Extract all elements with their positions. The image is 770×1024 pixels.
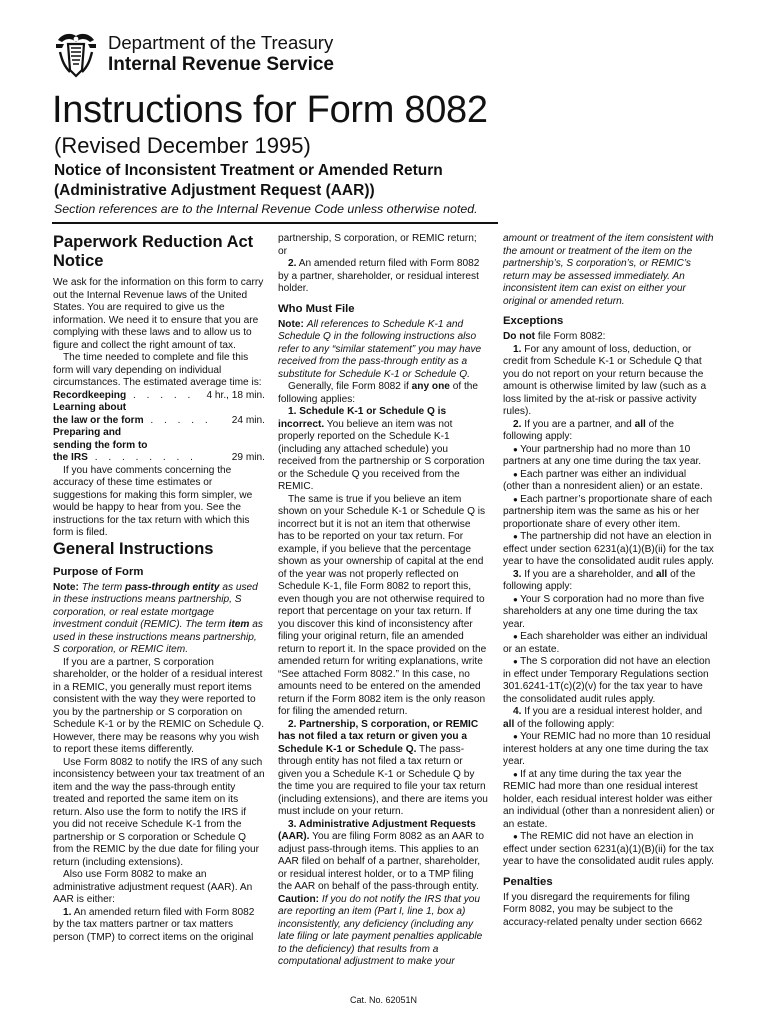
text-run: Generally, file Form 8082 if	[288, 381, 412, 392]
paragraph	[503, 331, 715, 344]
text-run: The REMIC did not have an election in effect under section 6231(a)(1)(B)(ii) for the tax year to have the consolidated audit rules apply.	[503, 831, 714, 867]
text-run: 2. Partnership, S corporation, or REMIC has not filed a tax return or given you a Schedule K-1 or Schedule Q.	[278, 718, 479, 755]
time-estimate-line	[53, 390, 265, 403]
time-estimate-value: 24 min.	[231, 414, 265, 426]
time-estimate-row	[53, 402, 265, 427]
bullet-icon: ●	[513, 594, 521, 604]
text-run: All references to Schedule K-1 and Schedule Q in the following instructions also refer to any “similar statement” you may have received from the pass-through entity as a substitute for Schedule K-1 or Schedule Q.	[278, 318, 482, 380]
time-estimate-label: the law or the form	[53, 414, 144, 426]
time-estimate-label-group	[53, 452, 197, 465]
agency-name: Internal Revenue Service	[108, 54, 334, 75]
text-run: Each partner’s proportionate share of each partnership item was the same as his or her proportionate share of every other item.	[503, 493, 713, 530]
bullet-item	[503, 594, 715, 632]
time-estimate-line	[53, 415, 265, 428]
bullet-item	[503, 769, 715, 832]
header-divider	[52, 222, 498, 224]
page-title: Instructions for Form 8082	[52, 89, 488, 131]
time-estimate-row	[53, 427, 265, 465]
section-heading: General Instructions	[53, 539, 214, 558]
text-run: You are filing Form 8082 as an AAR to adjust pass-through items. This applies to an AAR filed on behalf of a partner, shareholder, or residual interest holder, or to a TMP filing the AAR on behalf of the pass-through entity.	[278, 831, 484, 892]
bullet-icon: ●	[513, 657, 521, 666]
text-run: The pass-through entity has not filed a tax return or given you a Schedule K-1 or Schedule Q by the time you are required to file your tax return (including extensions), and there are items you must include on your return.	[278, 743, 488, 817]
text-run: 4.	[513, 706, 522, 717]
text-run: as used in these instructions means partnership, S corporation, or real estate mortgage investment conduit (REMIC). The term	[53, 581, 258, 630]
paragraph	[278, 381, 488, 406]
catalog-number: Cat. No. 62051N	[350, 995, 418, 1005]
paragraph	[278, 494, 488, 719]
text-run: file Form 8082:	[535, 331, 606, 342]
text-run: Note:	[278, 318, 307, 330]
text-run: 1.	[63, 906, 72, 918]
bullet-item	[503, 494, 715, 532]
time-estimate-label-group	[53, 390, 194, 403]
column-2	[278, 233, 488, 969]
subsection-heading: Who Must File	[278, 302, 355, 315]
time-estimate-value: 29 min.	[231, 452, 265, 463]
paragraph	[53, 657, 265, 757]
bullet-icon: ●	[513, 832, 521, 841]
bullet-item	[503, 531, 715, 569]
form-subtitle: Notice of Inconsistent Treatment or Amended Return (Administrative Adjustment Request (AAR))	[54, 162, 443, 199]
bullet-icon: ●	[513, 444, 521, 454]
leader-dots: . . . . . . . .	[87, 452, 197, 463]
department-name: Department of the Treasury	[108, 32, 334, 53]
text-run: any one	[411, 381, 450, 392]
text-run: all	[655, 568, 668, 580]
text-run: You believe an item was not properly reported on the Schedule K-1 (including any attached schedule) you received from the partnership or S corporation or the Schedule Q you received from the REMIC.	[278, 418, 485, 492]
paragraph	[53, 582, 265, 657]
bullet-item	[503, 631, 715, 656]
text-run: of the following apply:	[503, 418, 675, 442]
time-estimate-value: 4 hr., 18 min.	[206, 389, 265, 401]
text-run: If you are a partner, and	[521, 418, 635, 430]
text-run: of the following applies:	[278, 381, 479, 405]
text-run: item	[228, 619, 250, 630]
text-run: An amended return filed with Form 8082 by a partner, shareholder, or residual interest holder.	[278, 258, 480, 294]
revision-date: (Revised December 1995)	[54, 133, 311, 158]
paragraph	[278, 819, 488, 894]
text-run: If you have comments concerning the accuracy of these time estimates or suggestions for making this form simpler, we would be happy to hear from you. See the instructions for the tax return with which this form is filed.	[53, 464, 253, 538]
time-estimate-label: Preparing and	[53, 427, 122, 438]
irs-eagle-logo-icon	[52, 30, 100, 78]
bullet-icon: ●	[513, 769, 521, 779]
bullet-icon: ●	[513, 532, 521, 541]
section-heading: Paperwork Reduction Act Notice	[53, 233, 254, 270]
text-run: If you do not notify the IRS that you are reporting an item (Part I, line 1, box a) inconsistently, any deficiency (including any late filing or late payment penalties applicable to the deficiency) that results from a computational adjustment to make your	[278, 893, 483, 967]
section-reference-note: Section references are to the Internal Revenue Code unless otherwise noted.	[54, 202, 478, 216]
text-run: If at any time during the tax year the REMIC had more than one residual interest holder, each residual interest holder was either an individual (other than a nonresident alien) or an estate.	[503, 768, 715, 830]
time-estimate-label-group	[53, 415, 212, 428]
subsection-heading: Penalties	[503, 875, 553, 888]
text-run: If you are a shareholder, and	[521, 568, 656, 580]
text-run: of the following apply:	[514, 718, 615, 730]
bullet-icon: ●	[513, 632, 521, 641]
paragraph	[278, 258, 488, 296]
bullet-item	[503, 831, 715, 869]
text-run: all	[503, 718, 515, 730]
text-run: 3.	[513, 568, 522, 580]
subsection-heading: Purpose of Form	[53, 565, 144, 578]
bullet-item	[503, 656, 715, 706]
paragraph	[278, 406, 488, 494]
time-estimate-label: the IRS	[53, 452, 88, 463]
text-run: Each shareholder was either an individual or an estate.	[503, 631, 708, 655]
subsection-heading: Exceptions	[503, 315, 564, 327]
text-run: as used in these instructions means partnership, S corporation, or REMIC item.	[53, 619, 263, 655]
column-1	[53, 233, 265, 944]
time-estimate-label: Learning about	[53, 402, 127, 413]
time-estimate-label: Recordkeeping	[53, 389, 127, 401]
paragraph	[53, 757, 265, 870]
text-run: Your partnership had no more than 10 partners at any one time during the tax year.	[503, 443, 702, 467]
text-run: The same is true if you believe an item shown on your Schedule K-1 or Schedule Q is incorrect but it is not an item that otherwise has to be reported on your tax return. For example, if you believe that the percentage shown as your ownership of capital at the end of the year was not properly reflected on Schedule K-1, file Form 8082 to report this, even though you are not otherwise required to report that percentage on your tax return. If you discover this kind of inconsistency after filing your original return, file an amended return to report it. In the space provided on the amended return for writing explanations, write “See attached Form 8082.” In this case, no amounts need to be entered on the amended return if the Form 8082 item is the only reason for filing the amended return.	[278, 493, 487, 717]
paragraph	[53, 465, 265, 540]
paragraph	[53, 907, 265, 945]
text-run: amount or treatment of the item consistent with the amount or treatment of the item on the partnership’s, S corporation’s, or REMIC’s return may be assessed immediately. An inconsistent item can exist on either your original or amended return.	[503, 233, 714, 307]
paragraph	[53, 277, 265, 352]
bullet-item	[503, 469, 715, 494]
text-run: We ask for the information on this form to carry out the Internal Revenue laws of the United States. You are required to give us the information. We need it to ensure that you are complying with these laws and to allow us to figure and collect the right amount of tax.	[53, 277, 264, 351]
text-run: Your REMIC had no more than 10 residual interest holders at any one time during the tax year.	[503, 731, 711, 767]
bullet-item	[503, 444, 715, 469]
bullet-icon: ●	[513, 469, 521, 479]
leader-dots: . . . . .	[126, 389, 195, 401]
paragraph	[503, 706, 715, 731]
text-run: Your S corporation had no more than five shareholders at any one time during the tax year.	[503, 593, 705, 630]
paragraph	[278, 319, 488, 382]
text-run: The partnership did not have an election in effect under section 6231(a)(1)(B)(ii) for the tax year to have the consolidated audit rules apply.	[503, 531, 714, 567]
paragraph	[503, 892, 715, 930]
text-run: 3. Administrative Adjustment Requests (AAR).	[278, 818, 476, 842]
text-run: 1.	[513, 343, 522, 355]
text-run: pass-through entity	[125, 581, 220, 593]
text-run: Each partner was either an individual (other than a nonresident alien) or an estate.	[503, 468, 703, 492]
text-run: The time needed to complete and file this form will vary depending on individual circumstances. The estimated average time is:	[53, 352, 262, 388]
text-run: 2.	[513, 418, 522, 430]
text-run: Caution:	[278, 893, 322, 905]
text-run: partnership, S corporation, or REMIC return; or	[278, 233, 477, 257]
text-run: 1. Schedule K-1 or Schedule Q is incorrect.	[278, 406, 447, 430]
paragraph	[503, 419, 715, 444]
text-run: Use Form 8082 to notify the IRS of any such inconsistency between your tax treatment of an item and the way the pass-through entity treated and reported the same item on its return. Also use the form to notify the IRS if you did not receive Schedule K-1 from the partnership or S corporation or Schedule Q from the REMIC by the due date for filing your return (including extensions).	[53, 756, 265, 868]
paragraph	[278, 233, 488, 258]
paragraph	[503, 569, 715, 594]
text-run: Also use Form 8082 to make an administrative adjustment request (AAR). An AAR is either:	[53, 869, 253, 905]
text-run: Note:	[53, 581, 82, 593]
bullet-icon: ●	[513, 732, 521, 741]
text-run: 2.	[288, 258, 297, 269]
text-run: For any amount of loss, deduction, or credit from Schedule K-1 or Schedule Q that you do not report on your return because the amount is otherwise limited by law (such as a loss limited by the at-risk or passive activity rules).	[503, 343, 707, 417]
text-run: If you are a partner, S corporation shareholder, or the holder of a residual interest in a REMIC, you generally must report items consistent with the way they were reported to you by the partnership or S corporation on Schedule K-1 or by the REMIC on Schedule Q. However, there may be reasons why you wish to report these items differently.	[53, 656, 265, 755]
text-run: The S corporation did not have an election in effect under Temporary Regulations section 301.6241-1T(c)(2)(v) for the tax year to have the consolidated audit rules apply.	[503, 656, 711, 705]
text-run: of the following apply:	[503, 568, 696, 592]
column-3	[503, 233, 715, 929]
paragraph	[53, 352, 265, 390]
text-run: all	[634, 418, 646, 430]
leader-dots: . . . . .	[143, 414, 212, 426]
time-estimate-line	[53, 452, 265, 465]
time-estimate-label: sending the form to	[53, 439, 148, 451]
paragraph	[278, 894, 488, 969]
text-run: If you are a residual interest holder, and	[521, 706, 703, 717]
bullet-item	[503, 731, 715, 769]
paragraph	[503, 344, 715, 419]
text-run: The term	[81, 581, 126, 593]
paragraph	[278, 719, 488, 819]
text-run: Do not	[503, 331, 536, 342]
paragraph	[503, 233, 715, 308]
time-estimate-row	[53, 390, 265, 403]
text-run: An amended return filed with Form 8082 by the tax matters partner or tax matters person (TMP) to correct items on the original	[53, 906, 255, 943]
text-run: If you disregard the requirements for filing Form 8082, you may be subject to the accuracy-related penalty under section 6662	[503, 891, 703, 928]
bullet-icon: ●	[513, 494, 521, 504]
irs-header	[52, 28, 512, 86]
paragraph	[53, 869, 265, 907]
